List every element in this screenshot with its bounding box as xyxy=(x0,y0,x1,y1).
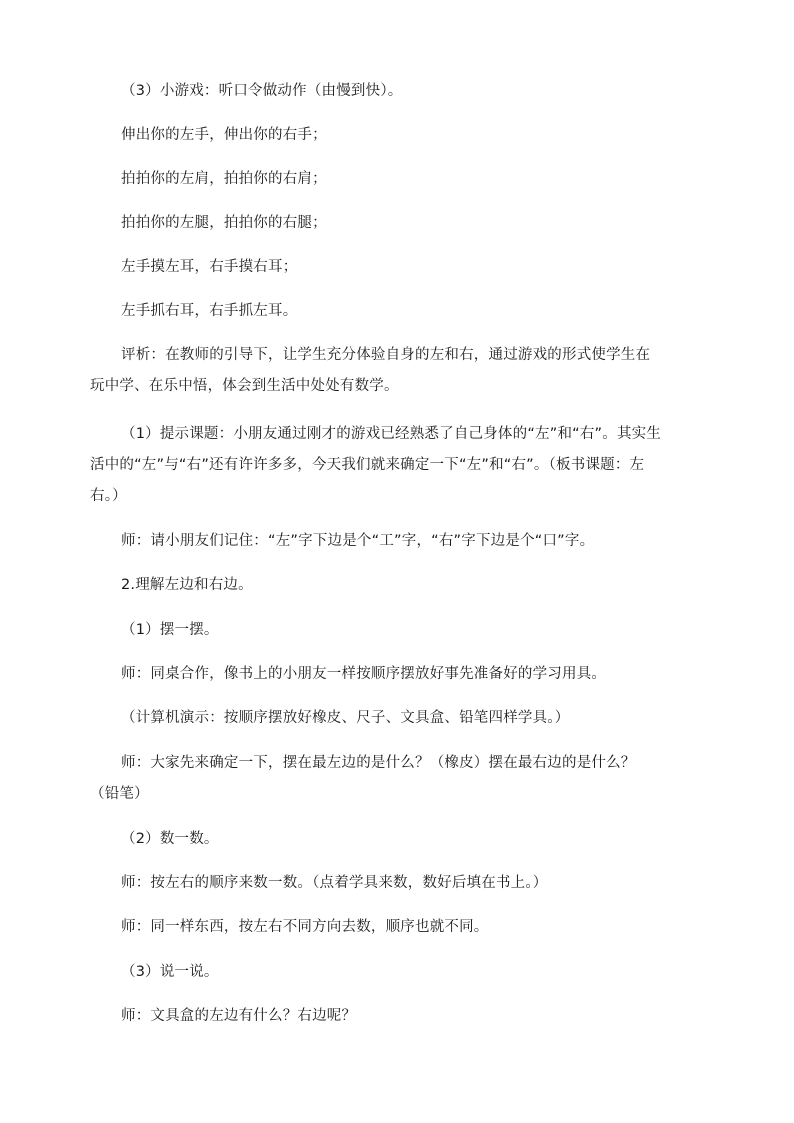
paragraph-teacher-deskmate: 师：同桌合作，像书上的小朋友一样按顺序摆放好事先准备好的学习用具。 xyxy=(121,666,607,682)
section-heading-understand: 2.理解左边和右边。 xyxy=(121,577,253,593)
paragraph-comment-line1: 评析：在教师的引导下，让学生充分体验自身的左和右，通过游戏的形式使学生在 xyxy=(121,347,651,363)
paragraph-computer-demo: （计算机演示：按顺序摆放好橡皮、尺子、文具盒、铅笔四样学具。） xyxy=(121,710,570,726)
paragraph-hands: 伸出你的左手，伸出你的右手； xyxy=(121,127,327,143)
paragraph-teacher-remember: 师：请小朋友们记住：“左”字下边是个“工”字，“右”字下边是个“口”字。 xyxy=(121,533,595,549)
paragraph-grab-ears: 左手抓右耳，右手抓左耳。 xyxy=(121,303,298,319)
paragraph-teacher-question-line2: （铅笔） xyxy=(90,786,149,802)
paragraph-topic-line1: （1）提示课题：小朋友通过刚才的游戏已经熟悉了自己身体的“左”和“右”。其实生 xyxy=(121,426,662,442)
paragraph-arrange: （1）摆一摆。 xyxy=(121,622,219,638)
paragraph-touch-ears: 左手摸左耳，右手摸右耳； xyxy=(121,259,298,275)
paragraph-game-heading: （3）小游戏：听口令做动作（由慢到快）。 xyxy=(121,83,403,99)
paragraph-teacher-order: 师：同一样东西，按左右不同方向去数，顺序也就不同。 xyxy=(121,919,489,935)
paragraph-say: （3）说一说。 xyxy=(121,964,219,980)
paragraph-teacher-count: 师：按左右的顺序来数一数。（点着学具来数，数好后填在书上。） xyxy=(121,875,548,891)
paragraph-count: （2）数一数。 xyxy=(121,831,219,847)
paragraph-teacher-question-line1: 师：大家先来确定一下，摆在最左边的是什么？（橡皮）摆在最右边的是什么？ xyxy=(121,755,636,771)
paragraph-teacher-pencil-box: 师：文具盒的左边有什么？右边呢？ xyxy=(121,1008,357,1024)
paragraph-topic-line2: 活中的“左”与“右”还有许许多多，今天我们就来确定一下“左”和“右”。（板书课题：左 xyxy=(90,457,645,473)
paragraph-topic-line3: 右。） xyxy=(90,488,127,504)
paragraph-shoulders: 拍拍你的左肩，拍拍你的右肩； xyxy=(121,171,327,187)
paragraph-comment-line2: 玩中学、在乐中悟，体会到生活中处处有数学。 xyxy=(90,378,399,394)
paragraph-legs: 拍拍你的左腿，拍拍你的右腿； xyxy=(121,215,327,231)
